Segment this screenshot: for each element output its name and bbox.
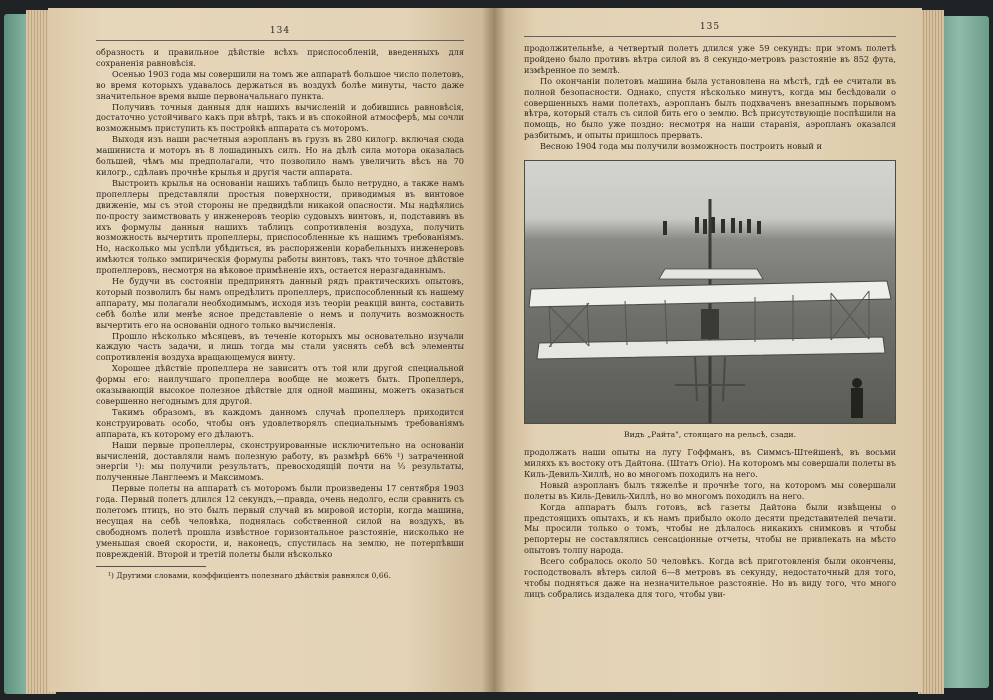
paragraph: Выстроить крылья на основаніи нашихъ таблицъ было нетрудно, а также намъ пропеллеры представляли простыя поверхности, приводимыя въ винтовое движеніе, мы съ этой стороны не предвидѣли никакой опасности. Мы надѣялись по-просту заимствовать у инженеровъ теорію судовыхъ винтовъ, и, подставивъ въ ихъ формулы данныя нашихъ таблицъ сопротивленія воздуха, получить возможность вычертить пропеллеры, приспособленные къ нашимъ требованіямъ. Но, насколько мы успѣли убѣдиться, въ распоряженіи корабельныхъ инженеровъ имѣются только эмпирическія формулы работы винтовъ, такъ что точное дѣйствіе пропеллеровъ, несмотря на вѣковое примѣненіе ихъ, остается неразгаданнымъ.: [96, 177, 464, 276]
paragraph: образность и правильное дѣйствіе всѣхъ приспособленій, введенныхъ для сохраненія равновѣсія.: [96, 47, 464, 68]
footnote-divider: [96, 566, 206, 567]
footnote: ¹) Другими словами, коэффиціентъ полезнаго дѣйствія равнялся 0,66.: [108, 570, 391, 580]
paragraph: Весною 1904 года мы получили возможность построить новый и: [540, 141, 822, 152]
paragraph: продолжать наши опыты на лугу Гоффманъ, въ Симмсъ-Штейшенѣ, въ восьми миляхъ къ востоку отъ Дайтона. (Штатъ Огіо). На которомъ мы совершали полеты въ Киль-Девиль-Хиллѣ, но во многомъ походилъ на него.: [524, 447, 897, 479]
page-number-left: 134: [96, 26, 464, 41]
paragraph: Не будучи въ состояніи предпринять данный рядъ практическихъ опытовъ, который позволилъ бы намъ опредѣлить пропеллеръ, приспособленный къ нашему аппарату, мы полагали необходимымъ, исходя изъ теоріи реакцій винта, составить себѣ болѣе или менѣе ясное представленіе о немъ и получить возможность вычертить его на основаніи одного только вычисленія.: [96, 276, 464, 330]
wright-flyer-photo: [524, 160, 896, 424]
paragraph: Выходя изъ наши расчетныя аэропланъ въ грузъ въ 280 килогр. включая сюда машиниста и моторъ въ 8 лошадиныхъ силъ. Но на дѣлѣ сила мотора оказалась большей, чѣмъ мы предполагали, что позволило намъ увеличить вѣсъ на 70 килогр., сдѣлавъ прочнѣе крылья и другія части аппарата.: [96, 134, 464, 177]
paragraph: По окончаніи полетовъ машина была установлена на мѣстѣ, гдѣ ее считали въ полной безопасности. Однако, спустя нѣсколько минутъ, когда мы бесѣдовали о совершенныхъ нами полетахъ, аэропланъ былъ подхваченъ внезапнымъ порывомъ вѣтра, который сталъ съ силой бить его о землю. Всѣ присутствующіе поспѣшили на помощь, но было уже поздно: несмотря на наши старанія, аэропланъ оказался разбитымъ, и опыты пришлось прервать.: [524, 75, 896, 141]
right-page: [494, 8, 922, 692]
paragraph: Осенью 1903 года мы совершили на томъ же аппаратѣ большое число полетовъ, во время которыхъ удавалось держаться въ воздухѣ болѣе минуты, часто даже значительное время выше первоначальнаго пункта.: [96, 68, 464, 101]
paragraph: Всего собралось около 50 человѣкъ. Когда всѣ приготовленія были окончены, господствовалъ вѣтеръ силой 6—8 метровъ въ секунду, недостаточный для того, чтобы подняться даже на незначительное разстояніе. Но въ виду того, что много лицъ собрались издалека для того, чтобы уви-: [524, 556, 896, 599]
paragraph: Наши первые пропеллеры, сконструированные исключительно на основаніи вычисленій, доставляли намъ полезную работу, въ размѣрѣ 66% ¹) затраченной энергіи ¹): мы получили результатъ, превосходящій почти на ⅓ результаты, полученные Ланглеемъ и Максимомъ.: [96, 439, 464, 483]
engine-pilot-area: [701, 309, 719, 339]
paragraph: Прошло нѣсколько мѣсяцевъ, въ теченіе которыхъ мы основательно изучали каждую часть задачи, и лишь тогда мы стали уяснять себѣ всѣ элементы сопротивленія воздуха вращающемуся винту.: [96, 330, 464, 363]
paragraph: Первые полеты на аппаратѣ съ моторомъ были произведены 17 сентября 1903 года. Первый полетъ длился 12 секундъ,—правда, очень недолго, если сравнить съ полетомъ птицъ, но это былъ первый случай въ мировой исторіи, когда машина, несущая на себѣ человѣка, поднялась собственной силой на воздухъ, въ свободномъ полетѣ прошла извѣстное горизонтальное разстояніе, нисколько не уменьшая своей скорости, и, наконецъ, спустилась на землю, не потерпѣвши поврежденій. Второй и третій полеты были нѣсколько: [96, 483, 464, 559]
paragraph: Такимъ образомъ, въ каждомъ данномъ случаѣ пропеллеръ приходится конструировать особо, чтобы онъ удовлетворялъ специальнымъ требованіямъ аппарата, къ которому его дѣлаютъ.: [96, 406, 464, 439]
front-elevator: [659, 269, 763, 279]
spectator-foreground: [851, 378, 863, 418]
paragraph: продолжительнѣе, а четвертый полетъ длился уже 59 секундъ: при этомъ полетѣ пройдено было противъ вѣтра силой въ 8 секундо-метровъ разстояніе въ 852 фута, измѣренное по землѣ.: [524, 43, 896, 75]
paragraph: Когда аппаратъ былъ готовъ, всѣ газеты Дайтона были извѣщены о предстоящихъ опытахъ, и къ намъ прибыло около десяти представителей печати. Мы просили только о томъ, чтобы не дѣлалось никакихъ снимковъ и чтобы репортеры не составлялись сенсаціонные отчеты, чтобы не привлекать на мѣсто опытовъ толпу народа.: [524, 501, 896, 556]
paragraph: Новый аэропланъ былъ тяжелѣе и прочнѣе того, на которомъ мы совершали полеты въ Киль-Девиль-Хиллѣ, но во многомъ походилъ на него.: [524, 479, 896, 501]
page-number-right: 135: [524, 22, 896, 37]
paragraph: Хорошее дѣйствіе пропеллера не зависитъ отъ той или другой специальной формы его: наилучшаго пропеллера вообще не можетъ быть. Пропеллеръ, оказывающій высокое полезное дѣйствіе для одной машины, можетъ оказаться совершенно негоднымъ для другой.: [96, 363, 464, 406]
image-caption: Видъ „Райта", стоящаго на рельсѣ, сзади.: [623, 430, 797, 440]
left-page: [48, 8, 494, 692]
paragraph: Получивъ точныя данныя для нашихъ вычисленій и добившись равновѣсія, достаточно устойчиваго какъ при вѣтрѣ, такъ и въ спокойной атмосферѣ, мы сочли возможнымъ приступить къ постройкѣ аппарата съ моторомъ.: [96, 101, 464, 134]
